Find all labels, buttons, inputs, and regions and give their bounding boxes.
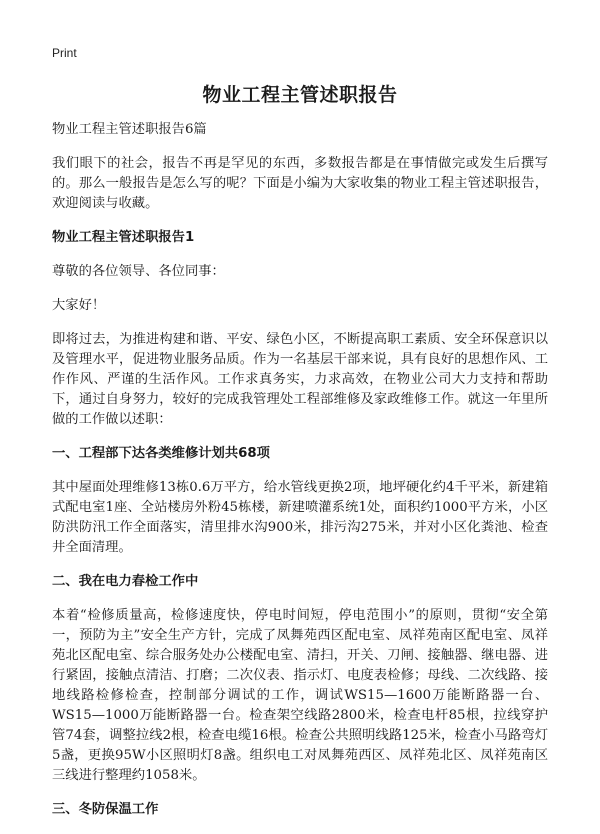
section-3-heading: 三、冬防保温工作	[52, 802, 159, 817]
section-1-heading: 一、工程部下达各类维修计划共68项	[52, 446, 270, 461]
section-2-body: 本着“检修质量高，检修速度快，停电时间短，停电范围小”的原则，贯彻“安全第一，预防为主”安全生产方针，完成了凤舞苑西区配电室、凤祥苑南区配电室、凤祥苑北区配电室、综合服务处办公楼配电室、清扫，开关、刀闸、接触器、继电器、进行紧固，接触点清洁、打磨；二次仪表、指示灯、电度表检修；母线、二次线路、接地线路检修检查，控制部分调试的工作，调试WS15—1600万能断路器一台、WS15—1000万能断路器一台。检查架空线路2800米，检查电杆85根，拉线穿护管74套，调整拉线2根，检查电缆16根。检查公共照明线路125米，检查小马路弯灯5盏，更换95W小区照明灯8盏。组织电工对凤舞苑西区、凤祥苑北区、凤祥苑南区三线进行整理约1058米。	[52, 608, 548, 783]
report-heading: 物业工程主管述职报告1	[52, 230, 195, 245]
page-title: 物业工程主管述职报告	[202, 84, 398, 106]
document-body	[52, 120, 548, 834]
document-subtitle: 物业工程主管述职报告6篇	[52, 122, 207, 137]
print-link[interactable]: Print	[52, 46, 77, 60]
greeting-line: 尊敬的各位领导、各位同事：	[52, 264, 225, 279]
section-1-body: 其中屋面处理维修13栋0.6万平方，给水管线更换2项，地坪硬化约4千平米，新建箱式配电室1座、全站楼房外粉45栋楼，新建喷灌系统1处，面积约1000平方米，小区防洪防汛工作全面落实，清里排水沟900米，排污沟275米，并对小区化粪池、检查井全面清理。	[52, 480, 548, 555]
salutation-line: 大家好！	[52, 298, 106, 313]
intro-paragraph: 我们眼下的社会，报告不再是罕见的东西，多数报告都是在事情做完或发生后撰写的。那么一般报告是怎么写的呢？下面是小编为大家收集的物业工程主管述职报告，欢迎阅读与收藏。	[52, 156, 548, 211]
section-2-heading: 二、我在电力春检工作中	[52, 574, 199, 589]
opening-paragraph: 即将过去，为推进构建和谐、平安、绿色小区，不断提高职工素质、安全环保意识以及管理水平，促进物业服务品质。作为一名基层干部来说，具有良好的思想作风、工作作风、严谨的生活作风。工作求真务实，力求高效，在物业公司大力支持和帮助下，通过自身努力，较好的完成我管理处工程部维修及家政维修工作。就这一年里所做的工作做以述职：	[52, 332, 548, 427]
